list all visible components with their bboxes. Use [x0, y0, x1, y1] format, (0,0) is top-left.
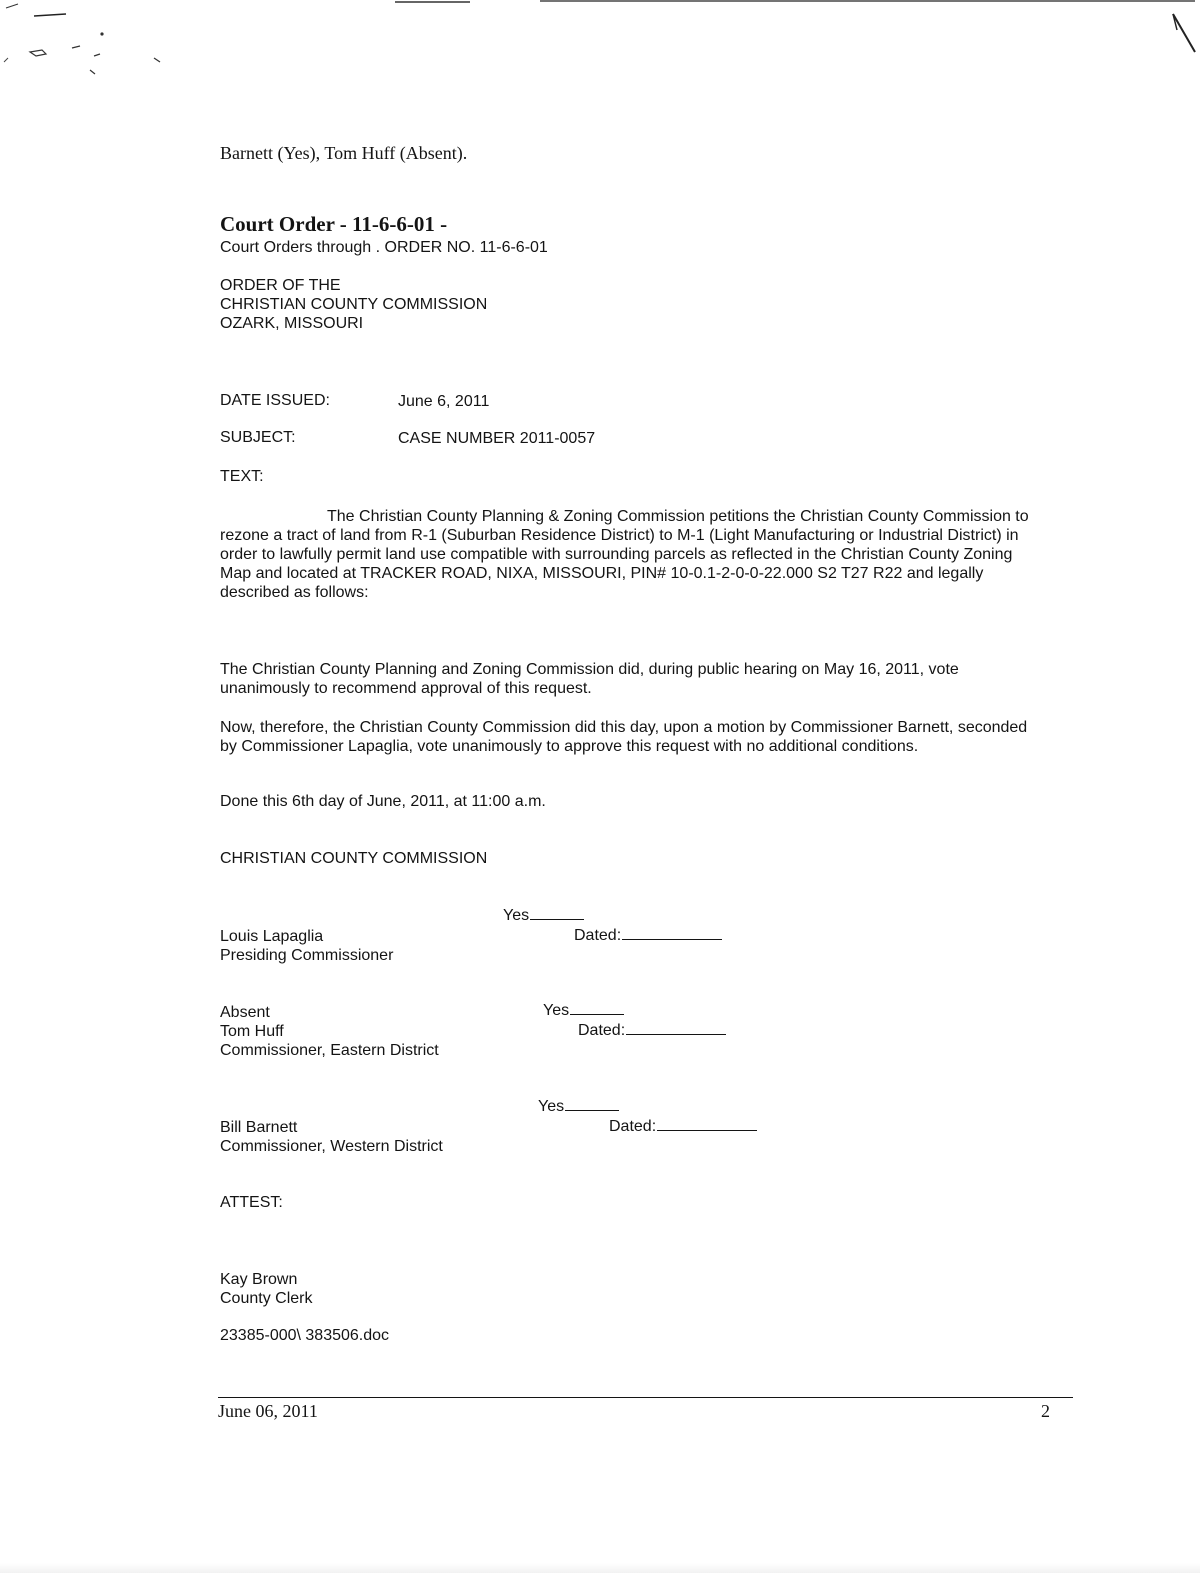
- issuer-line: ORDER OF THE: [220, 277, 341, 294]
- issuer-line: CHRISTIAN COUNTY COMMISSION: [220, 296, 488, 313]
- dated-line: [578, 1022, 726, 1040]
- dated-blank: [657, 1129, 757, 1131]
- vote-label: Yes: [503, 907, 530, 924]
- dated-blank: [622, 938, 722, 940]
- done-line: Done this 6th day of June, 2011, at 11:00 a.m.: [220, 793, 546, 810]
- paragraph-line: rezone a tract of land from R-1 (Suburban Residence District) to M-1 (Light Manufacturing or Industrial District) in: [220, 527, 1019, 544]
- scan-edge-bottom: [0, 1563, 1200, 1573]
- signatory-status: Absent: [220, 1004, 270, 1021]
- paragraph-line: The Christian County Planning and Zoning Commission did, during public hearing on May 16, 2011, vote: [220, 661, 959, 678]
- subject-value: CASE NUMBER 2011-0057: [398, 430, 596, 447]
- issuer-line: OZARK, MISSOURI: [220, 315, 364, 332]
- hearing-paragraph: [220, 660, 959, 698]
- dated-label: Dated:: [574, 927, 622, 944]
- issuer-block: [220, 276, 487, 333]
- paragraph-line: described as follows:: [220, 584, 369, 601]
- vote-continuation: Barnett (Yes), Tom Huff (Absent).: [220, 143, 468, 163]
- vote-yes-line: [503, 907, 584, 925]
- signatory-block: [220, 1003, 439, 1060]
- vote-label: Yes: [543, 1002, 570, 1019]
- paragraph-line: The Christian County Planning & Zoning Commission petitions the Christian County Commission to: [327, 508, 1029, 525]
- signatory-name: Louis Lapaglia: [220, 928, 324, 945]
- signatory-title: Commissioner, Eastern District: [220, 1042, 439, 1059]
- signatory-name: Bill Barnett: [220, 1119, 298, 1136]
- document-reference: 23385-000\ 383506.doc: [220, 1327, 390, 1344]
- paragraph-line: by Commissioner Lapaglia, vote unanimously to approve this request with no additional conditions.: [220, 738, 919, 755]
- vote-blank: [530, 918, 584, 920]
- vote-yes-line: [543, 1002, 624, 1020]
- clerk-block: [220, 1270, 312, 1308]
- commission-name: CHRISTIAN COUNTY COMMISSION: [220, 850, 488, 867]
- scan-speckles: [0, 0, 200, 90]
- paragraph-line: unanimously to recommend approval of this request.: [220, 680, 592, 697]
- order-subtitle: Court Orders through . ORDER NO. 11-6-6-01: [220, 239, 548, 256]
- date-issued-label: DATE ISSUED:: [220, 392, 330, 409]
- page-number: 2: [1041, 1401, 1050, 1421]
- paragraph-line: Map and located at TRACKER ROAD, NIXA, MISSOURI, PIN# 10-0.1-2-0-0-22.000 S2 T27 R22 and legally: [220, 565, 984, 582]
- vote-label: Yes: [538, 1098, 565, 1115]
- vote-yes-line: [538, 1098, 619, 1116]
- date-issued-value: June 6, 2011: [398, 393, 490, 410]
- footer-date: June 06, 2011: [218, 1401, 318, 1421]
- dated-line: [609, 1118, 757, 1136]
- scan-corner-mark: [1165, 0, 1200, 60]
- paragraph-line: order to lawfully permit land use compatible with surrounding parcels as reflected in the Christian County Zoning: [220, 546, 1013, 563]
- petition-paragraph: [220, 507, 1029, 602]
- vote-blank: [570, 1013, 624, 1015]
- dated-line: [574, 927, 722, 945]
- approval-paragraph: [220, 718, 1027, 756]
- signatory-title: Commissioner, Western District: [220, 1138, 443, 1155]
- signatory-block: [220, 1118, 443, 1156]
- dated-label: Dated:: [609, 1118, 657, 1135]
- paragraph-line: Now, therefore, the Christian County Commission did this day, upon a motion by Commissioner Barnett, seconded: [220, 719, 1028, 736]
- dated-blank: [626, 1033, 726, 1035]
- attest-label: ATTEST:: [220, 1194, 283, 1211]
- clerk-title: County Clerk: [220, 1290, 313, 1307]
- footer-rule: [218, 1397, 1073, 1398]
- signatory-name: Tom Huff: [220, 1023, 284, 1040]
- order-title: Court Order - 11-6-6-01 -: [220, 212, 448, 236]
- subject-label: SUBJECT:: [220, 429, 296, 446]
- dated-label: Dated:: [578, 1022, 626, 1039]
- signatory-title: Presiding Commissioner: [220, 947, 394, 964]
- vote-blank: [565, 1109, 619, 1111]
- signatory-block: [220, 927, 393, 965]
- clerk-name: Kay Brown: [220, 1271, 298, 1288]
- text-label: TEXT:: [220, 468, 264, 485]
